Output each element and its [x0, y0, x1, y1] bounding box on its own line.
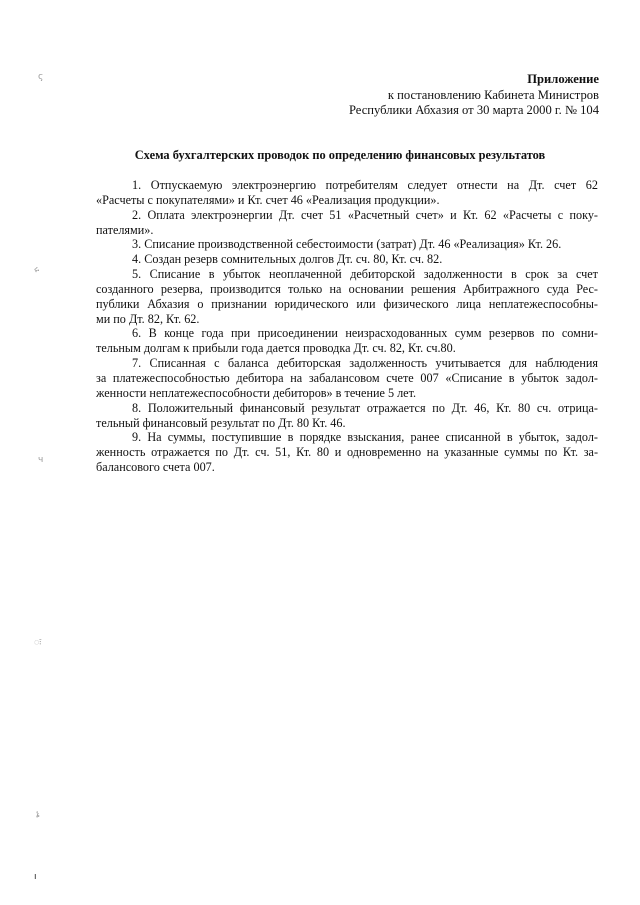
- list-item-text: за платежеспособностью дебитора на забалансовом счете 007 «Списание в убыток задол-: [96, 370, 598, 385]
- scan-artifact-mark: ሩ: [34, 265, 40, 275]
- appendix-line-2: Республики Абхазия от 30 марта 2000 г. № 104: [348, 103, 599, 118]
- list-item-text: ми по Дт. 82, Кт. 62.: [96, 311, 200, 326]
- scan-artifact-mark: ı: [34, 872, 37, 882]
- list-item-text: женности неплатежеспособности дебиторов» в течение 5 лет.: [96, 385, 417, 400]
- list-item-text: 8. Положительный финансовый результат отражается по Дт. 46, Кт. 80 сч. отрица-: [132, 400, 598, 415]
- list-item-text: 5. Списание в убыток неоплаченной дебиторской задолженности в срок за счет: [132, 267, 598, 282]
- list-item-2: [96, 208, 598, 238]
- list-item-text: женность отражается по Дт. сч. 51, Кт. 80 и одновременно на указанные суммы по Кт. за-: [96, 445, 598, 460]
- list-item-text: тельным долгам к прибыли года дается проводка Дт. сч. 82, Кт. сч.80.: [96, 341, 456, 356]
- list-item-6: [96, 326, 598, 356]
- list-item-text: 3. Списание производственной себестоимости (затрат) Дт. 46 «Реализация» Кт. 26.: [132, 237, 562, 252]
- list-item-text: балансового счета 007.: [96, 460, 215, 475]
- list-item-text: «Расчеты с покупателями» и Кт. счет 46 «Реализация продукции».: [96, 192, 440, 207]
- appendix-title: Приложение: [527, 72, 599, 86]
- list-item-3: [96, 237, 598, 252]
- document-body: [96, 178, 598, 475]
- list-item-9: [96, 430, 598, 475]
- scan-artifact-mark: ч: [38, 455, 44, 465]
- list-item-text: 6. В конце года при присоединении неизрасходованных сумм резервов по сомни-: [132, 326, 598, 341]
- appendix-header: [349, 72, 599, 119]
- list-item-text: 1. Отпускаемую электроэнергию потребителям следует отнести на Дт. счет 62: [132, 178, 598, 192]
- list-item-7: [96, 356, 598, 401]
- appendix-line-1: к постановлению Кабинета Министров: [387, 87, 599, 102]
- list-item-text: 4. Создан резерв сомнительных долгов Дт. сч. 80, Кт. сч. 82.: [132, 252, 443, 267]
- scan-artifact-mark: ः: [34, 638, 42, 648]
- list-item-4: [96, 252, 598, 267]
- list-item-1: [96, 178, 598, 208]
- scan-artifact-mark: ኔ: [36, 810, 40, 820]
- list-item-5: [96, 267, 598, 326]
- list-item-text: созданного резерва, производится только на основании решения Арбитражного суда Рес-: [96, 281, 598, 296]
- document-title: Схема бухгалтерских проводок по определению финансовых результатов: [134, 148, 546, 162]
- list-item-text: 9. На суммы, поступившие в порядке взыскания, ранее списанной в убыток, задол-: [132, 430, 598, 445]
- list-item-text: тельный финансовый результат по Дт. 80 Кт. 46.: [96, 415, 346, 430]
- list-item-text: 7. Списанная с баланса дебиторская задолженность учитывается для наблюдения: [132, 356, 598, 371]
- list-item-text: пателями».: [96, 222, 154, 237]
- scan-artifact-mark: ς: [38, 72, 44, 82]
- list-item-text: публики Абхазия о признании юридического или физического лица неплатежеспособны-: [96, 296, 598, 311]
- list-item-text: 2. Оплата электроэнергии Дт. счет 51 «Расчетный счет» и Кт. 62 «Расчеты с поку-: [132, 207, 598, 222]
- list-item-8: [96, 401, 598, 431]
